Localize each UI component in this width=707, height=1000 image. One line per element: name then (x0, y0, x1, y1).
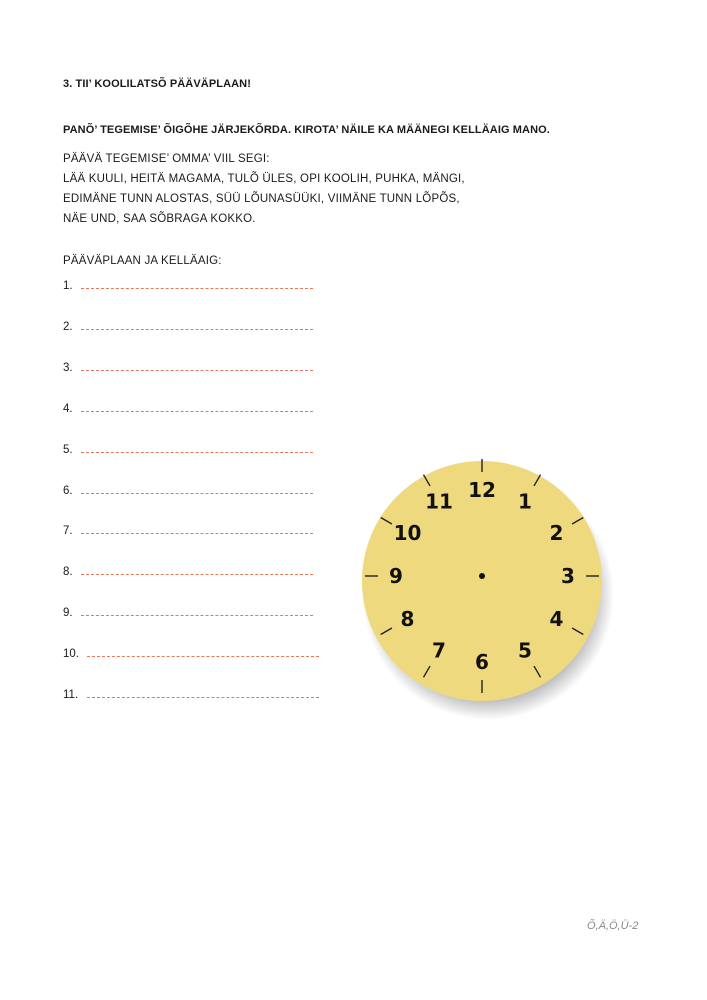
answer-line[interactable] (81, 574, 313, 575)
answer-line[interactable] (81, 615, 313, 616)
plan-number: 11. (63, 689, 79, 701)
clock-number: 1 (518, 489, 532, 514)
intro-line: EDIMÄNE TUNN ALOSTAS, SÜÜ LÕUNASÜÜKI, VIIMÄNE TUNN LÕPÕS, (63, 193, 460, 205)
plan-row (63, 644, 319, 660)
answer-line[interactable] (81, 288, 313, 289)
page-footer: Õ,Ä,Ö,Ü-2 (587, 920, 639, 932)
answer-line[interactable] (81, 370, 313, 371)
clock-number: 6 (475, 650, 489, 674)
answer-line[interactable] (87, 697, 319, 698)
intro-line: NÄE UND, SAA SÕBRAGA KOKKO. (63, 213, 256, 225)
answer-line[interactable] (81, 329, 313, 330)
plan-number: 3. (63, 362, 73, 374)
answer-line[interactable] (87, 656, 319, 657)
plan-number: 9. (63, 607, 73, 619)
task-instruction: PANÕ’ TEGEMISE’ ÕIGÕHE JÄRJEKÕRDA. KIROTA’ NÄILE KA MÄÄNEGI KELLÄAIG MANO. (63, 124, 550, 136)
plan-row (63, 276, 313, 292)
plan-number: 10. (63, 648, 79, 660)
clock-number: 11 (425, 489, 453, 514)
clock-number: 8 (400, 607, 415, 631)
answer-line[interactable] (81, 533, 313, 534)
plan-row (63, 440, 313, 456)
clock-face (348, 455, 618, 725)
clock-number: 3 (561, 564, 575, 588)
task-title: 3. TII’ KOOLILATSÕ PÄÄVÄPLAAN! (63, 78, 251, 90)
plan-number: 8. (63, 566, 73, 578)
plan-row (63, 521, 313, 537)
clock-center-dot (479, 573, 485, 579)
plan-number: 4. (63, 403, 73, 415)
plan-number: 1. (63, 280, 73, 292)
plan-row (63, 562, 313, 578)
plan-label: PÄÄVÄPLAAN JA KELLÄAIG: (63, 255, 222, 267)
plan-row (63, 317, 313, 333)
clock-number: 10 (393, 521, 422, 545)
plan-number: 7. (63, 525, 73, 537)
clock-number: 2 (549, 521, 564, 545)
plan-row (63, 358, 313, 374)
intro-line: PÄÄVÄ TEGEMISE’ OMMA’ VIIL SEGI: (63, 153, 270, 165)
plan-number: 5. (63, 444, 73, 456)
answer-line[interactable] (81, 452, 313, 453)
plan-number: 2. (63, 321, 73, 333)
plan-number: 6. (63, 485, 73, 497)
plan-row (63, 481, 313, 497)
answer-line[interactable] (81, 493, 313, 494)
clock-number: 12 (468, 478, 496, 502)
clock-number: 5 (518, 638, 532, 663)
plan-row (63, 399, 313, 415)
answer-line[interactable] (81, 411, 313, 412)
intro-line: LÄÄ KUULI, HEITÄ MAGAMA, TULÕ ÜLES, OPI KOOLIH, PUHKA, MÄNGI, (63, 173, 465, 185)
clock-number: 7 (432, 638, 446, 663)
clock-number: 4 (549, 607, 564, 631)
plan-row (63, 603, 313, 619)
plan-row (63, 685, 319, 701)
clock-number: 9 (389, 564, 403, 588)
